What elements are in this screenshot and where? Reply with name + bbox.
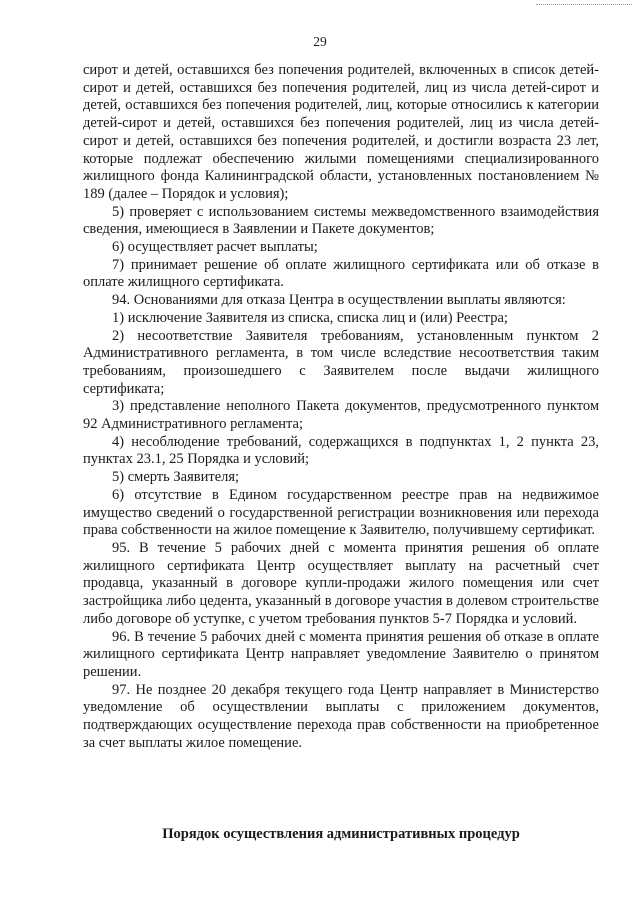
paragraph-94-item-4: 4) несоблюдение требований, содержащихся в подпунктах 1, 2 пункта 23, пунктах 23.1, 25 Порядка и условий; bbox=[83, 433, 599, 468]
paragraph-94-item-1: 1) исключение Заявителя из списка, списка лиц и (или) Реестра; bbox=[112, 309, 508, 326]
document-body bbox=[83, 62, 599, 752]
paragraph-item-5-check: 5) проверяет с использованием системы межведомственного взаимодействия сведения, имеющиеся в Заявлении и Пакете документов; bbox=[83, 203, 599, 238]
paragraph-94-item-6: 6) отсутствие в Едином государственном реестре прав на недвижимое имущество сведений о государственной регистрации возникновения или перехода права собственности на жилое помещение к Заявителю, получившему сертификат. bbox=[83, 486, 599, 539]
paragraph-94-item-5: 5) смерть Заявителя; bbox=[112, 469, 240, 486]
section-heading: Порядок осуществления административных процедур bbox=[162, 826, 520, 842]
paragraph-continuation: сирот и детей, оставшихся без попечения родителей, включенных в список детей-сирот и детей, оставшихся без попечения родителей, лиц из числа детей-сирот и детей, оставшихся без попечения родителей, лиц, которые относились к категории детей-сирот и детей, оставшихся без попечения родителей, лиц из числа детей-сирот и детей, оставшихся без попечения родителей, и достигли возраста 23 лет, которые подлежат обеспечению жилыми помещениями специализированного жилищного фонда Калининградской области, установленных постановлением № 189 (далее – Порядок и условия); bbox=[83, 62, 599, 202]
paragraph-96: 96. В течение 5 рабочих дней с момента принятия решения об отказе в оплате жилищного сертификата Центр направляет уведомление Заявителю о принятом решении. bbox=[83, 628, 599, 680]
paragraph-item-6-calc: 6) осуществляет расчет выплаты; bbox=[112, 239, 318, 256]
paragraph-97: 97. Не позднее 20 декабря текущего года Центр направляет в Министерство уведомление об осуществлении выплаты с приложением документов, подтверждающих осуществление перехода прав собственности на приобретенное за счет выплаты жилое помещение. bbox=[83, 681, 599, 751]
scan-corner-mark bbox=[536, 4, 632, 7]
page-number: 29 bbox=[313, 34, 327, 49]
paragraph-94-item-3: 3) представление неполного Пакета документов, предусмотренного пунктом 92 Административного регламента; bbox=[83, 398, 599, 433]
paragraph-94: 94. Основаниями для отказа Центра в осуществлении выплаты являются: bbox=[112, 292, 566, 309]
paragraph-94-item-2: 2) несоответствие Заявителя требованиям, установленным пунктом 2 Административного регламента, в том числе вследствие несоответствия таким требованиям, произошедшего с Заявителем после выдачи жилищного сертификата; bbox=[83, 327, 599, 397]
paragraph-95: 95. В течение 5 рабочих дней с момента принятия решения об оплате жилищного сертификата Центр осуществляет выплату на расчетный счет продавца, указанный в договоре купли-продажи жилого помещения или счет застройщика либо цедента, указанный в договоре участия в долевом строительстве либо договоре об уступке, с учетом требования пунктов 5-7 Порядка и условий. bbox=[83, 539, 599, 627]
paragraph-item-7-decision: 7) принимает решение об оплате жилищного сертификата или об отказе в оплате жилищного сертификата. bbox=[83, 256, 599, 291]
